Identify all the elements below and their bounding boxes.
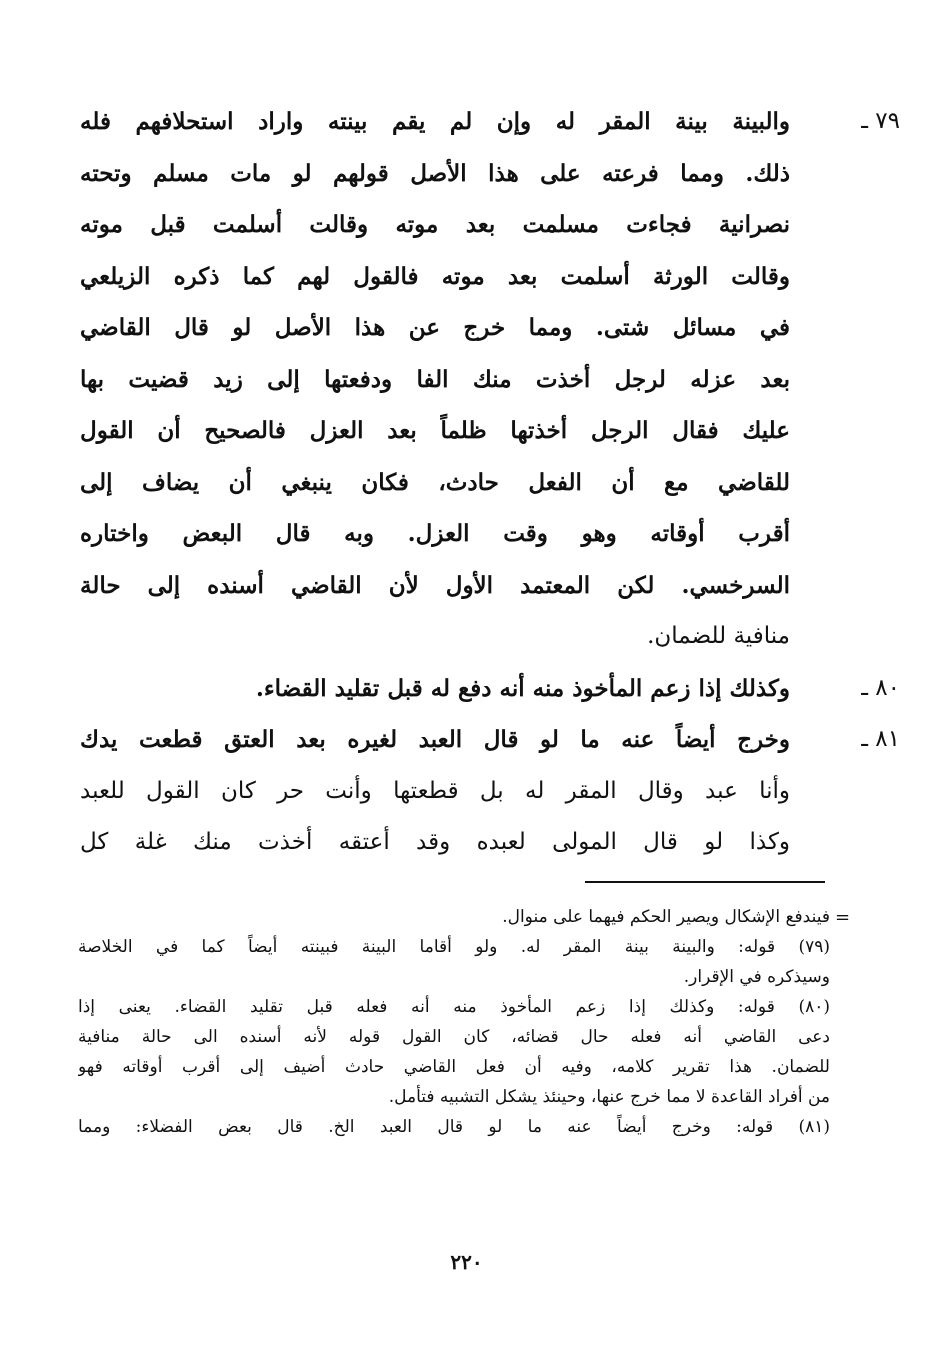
text-line: وأنا عبد وقال المقر له بل قطعتها وأنت حر كان القول للعبد (80, 777, 790, 804)
text-line: في مسائل شتى. ومما خرج عن هذا الأصل لو قال القاضي (80, 314, 790, 341)
footnote-line: (٨٠) قوله: وكذلك إذا زعم المأخوذ منه أنه فعله قبل تقليد القضاء. يعنى إذا (78, 997, 830, 1017)
text-line: والبينة بينة المقر له وإن لم يقم بينته واراد استحلافهم فله (80, 108, 790, 135)
entry-80 (80, 663, 900, 715)
entry-79 (80, 96, 900, 663)
entry-number: ٧٩ ـ (861, 108, 900, 134)
continuation-mark: = (835, 907, 851, 928)
footnote-continuation (78, 902, 830, 932)
text-line: وخرج أيضاً عنه ما لو قال العبد لغيره بعد العتق قطعت يدك (80, 726, 790, 753)
footnote-line: فيندفع الإشكال ويصير الحكم فيهما على منوال. (502, 907, 830, 927)
text-line: وكذا لو قال المولى لعبده وقد أعتقه أخذت منك غلة كل (80, 829, 790, 855)
footnote-80 (78, 992, 830, 1112)
text-line: السرخسي. لكن المعتمد الأول لأن القاضي أسنده إلى حالة (80, 571, 790, 599)
text-line: وقالت الورثة أسلمت بعد موته فالقول لهم كما ذكره الزيلعي (80, 262, 790, 290)
text-line: عليك فقال الرجل أخذتها ظلماً بعد العزل فالصحيح أن القول (80, 417, 790, 444)
text-line: بعد عزله لرجل أخذت منك الفا ودفعتها إلى زيد قضيت بها (80, 365, 790, 393)
footnotes (78, 902, 830, 1142)
text-line: وكذلك إذا زعم المأخوذ منه أنه دفع له قبل تقليد القضاء. (255, 674, 790, 702)
main-text (80, 96, 900, 869)
page-number: ٢٢٠ (450, 1250, 483, 1274)
text-line: للقاضي مع أن الفعل حادث، فكان ينبغي أن يضاف إلى (80, 468, 790, 496)
entry-81 (80, 714, 900, 869)
footnote-line: دعى القاضي أنه فعله حال قضائه، كان القول قوله لأنه أسنده الى حالة منافية (78, 1027, 830, 1047)
footnote-separator (585, 881, 825, 883)
entry-number: ٨٠ ـ (861, 674, 900, 701)
entry-number: ٨١ ـ (861, 726, 900, 752)
text-line: منافية للضمان. (647, 623, 790, 649)
text-line: نصرانية فجاءت مسلمت بعد موته وقالت أسلمت قبل موته (80, 211, 790, 238)
footnote-line: للضمان. هذا تقرير كلامه، وفيه أن فعل القاضي حادث أضيف إلى أقرب أوقاته فهو (78, 1057, 830, 1077)
text-line: أقرب أوقاته وهو وقت العزل. وبه قال البعض واختاره (80, 520, 790, 547)
footnote-81 (78, 1112, 830, 1142)
footnote-line: من أفراد القاعدة لا مما خرج عنها، وحينئذ يشكل التشبيه فتأمل. (388, 1087, 830, 1107)
footnote-line: وسيذكره في الإقرار. (683, 967, 830, 987)
footnote-line: (٨١) قوله: وخرج أيضاً عنه ما لو قال العبد الخ. قال بعض الفضلاء: ومما (78, 1117, 830, 1137)
footnote-line: (٧٩) قوله: والبينة بينة المقر له. ولو أقاما البينة فبينته أيضاً كما في الخلاصة (78, 937, 830, 957)
footnote-79 (78, 932, 830, 992)
text-line: ذلك. ومما فرعته على هذا الأصل قولهم لو مات مسلم وتحته (80, 159, 790, 187)
